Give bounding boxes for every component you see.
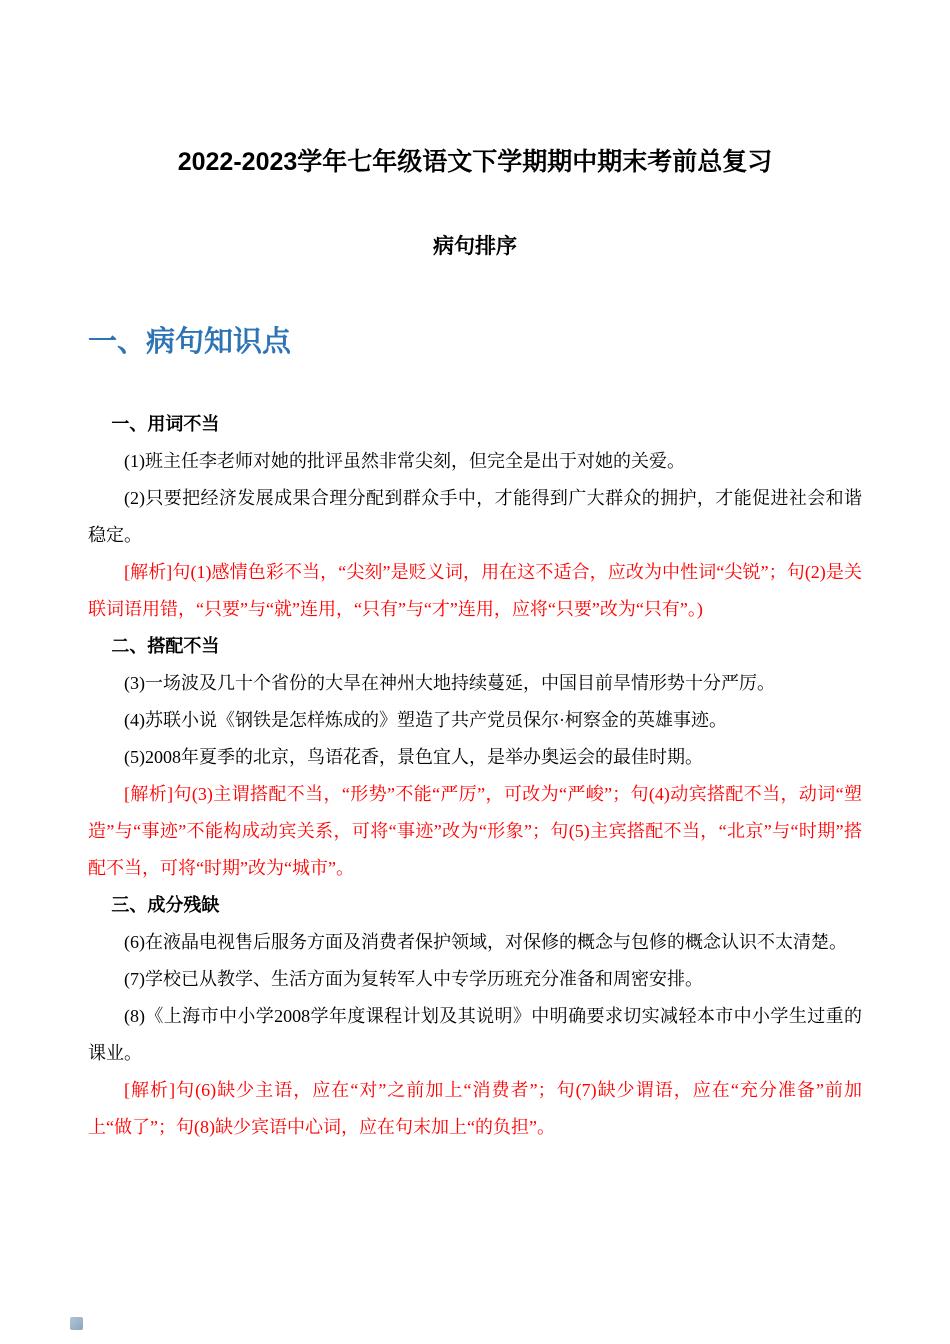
subsection-heading-word-misuse: 一、用词不当 <box>111 414 220 435</box>
example-sentence-6: (6)在液晶电视售后服务方面及消费者保护领域，对保修的概念与包修的概念认识不太清楚。 <box>124 932 847 953</box>
document-title: 2022-2023学年七年级语文下学期期中期末考前总复习 <box>177 148 773 176</box>
example-sentence-8: (8)《上海市中小学2008学年度课程计划及其说明》中明确要求切实减轻本市中小学生过重的课业。 <box>88 1006 862 1064</box>
example-sentence-4: (4)苏联小说《钢铁是怎样炼成的》塑造了共产党员保尔·柯察金的英雄事迹。 <box>124 710 727 731</box>
subsection-heading-collocation-error: 二、搭配不当 <box>111 636 220 657</box>
example-sentence-1: (1)班主任李老师对她的批评虽然非常尖刻，但完全是出于对她的关爱。 <box>124 451 685 472</box>
example-sentence-2: (2)只要把经济发展成果合理分配到群众手中，才能得到广大群众的拥护，才能促进社会和谐稳定。 <box>88 488 862 546</box>
page-corner-mark <box>70 1317 83 1330</box>
analysis-paragraph-3: [解析]句(6)缺少主语，应在“对”之前加上“消费者”；句(7)缺少谓语，应在“充分准备”前加上“做了”；句(8)缺少宾语中心词，应在句末加上“的负担”。 <box>88 1080 862 1138</box>
example-sentence-7: (7)学校已从教学、生活方面为复转军人中专学历班充分准备和周密安排。 <box>124 969 703 990</box>
analysis-paragraph-1: [解析]句(1)感情色彩不当，“尖刻”是贬义词，用在这不适合，应改为中性词“尖锐”；句(2)是关联词语用错，“只要”与“就”连用，“只有”与“才”连用，应将“只要”改为“只有”。) <box>88 562 862 620</box>
example-sentence-5: (5)2008年夏季的北京，鸟语花香，景色宜人，是举办奥运会的最佳时期。 <box>124 747 703 768</box>
knowledge-points-heading: 一、病句知识点 <box>88 325 292 358</box>
example-sentence-3: (3)一场波及几十个省份的大旱在神州大地持续蔓延，中国目前旱情形势十分严厉。 <box>124 673 775 694</box>
document-subtitle: 病句排序 <box>433 233 517 258</box>
subsection-heading-missing-component: 三、成分残缺 <box>111 895 220 916</box>
analysis-paragraph-2: [解析]句(3)主谓搭配不当，“形势”不能“严厉”，可改为“严峻”；句(4)动宾搭配不当，动词“塑造”与“事迹”不能构成动宾关系，可将“事迹”改为“形象”；句(5)主宾搭配不当，“北京”与“时期”搭配不当，可将“时期”改为“城市”。 <box>88 784 862 879</box>
document-body <box>88 406 862 1146</box>
